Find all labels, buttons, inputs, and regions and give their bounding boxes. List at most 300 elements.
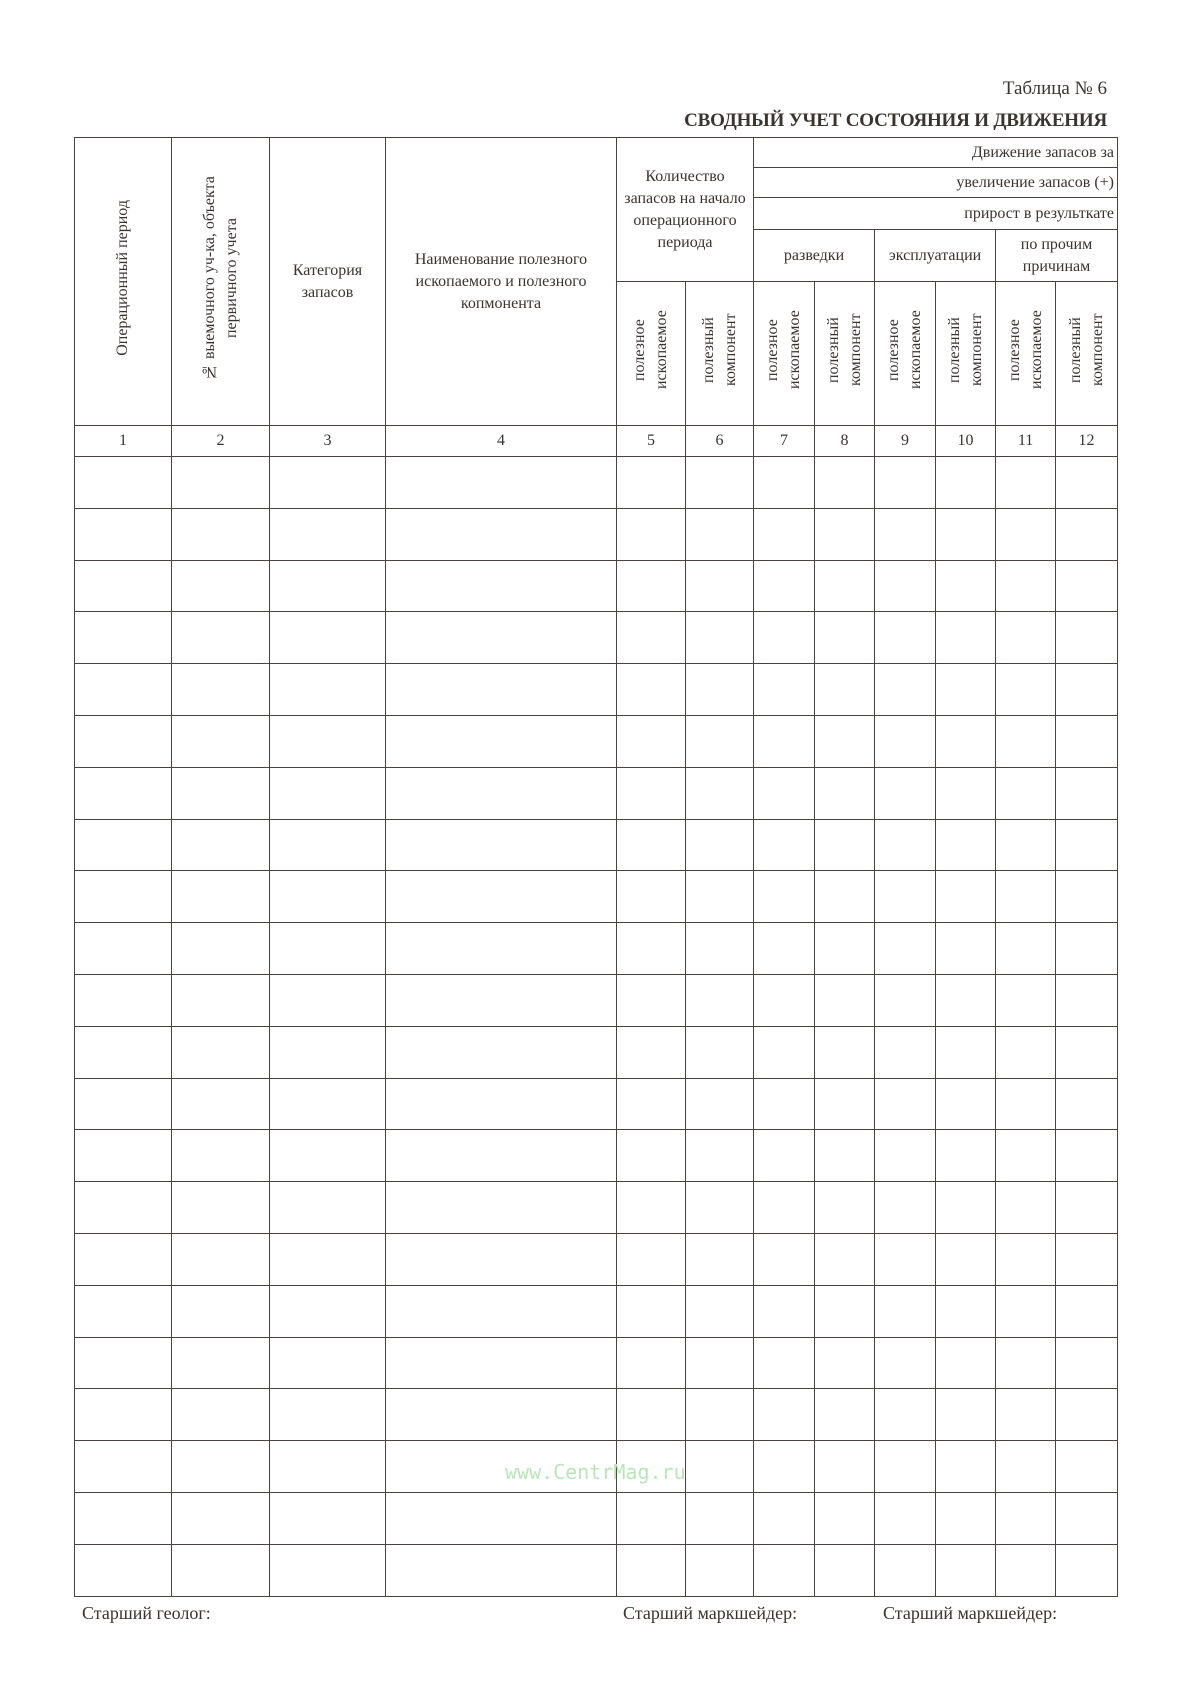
table-cell[interactable] [996,1492,1056,1544]
table-cell[interactable] [270,1492,386,1544]
table-cell[interactable] [617,767,686,819]
table-cell[interactable] [996,871,1056,923]
table-cell[interactable] [75,612,172,664]
table-cell[interactable] [617,923,686,975]
reserves-table [74,137,1118,1597]
table-cell[interactable] [686,560,754,612]
table-cell[interactable] [270,1026,386,1078]
table-cell[interactable] [172,1078,270,1130]
column-number: 1 [75,426,172,457]
table-cell[interactable] [617,715,686,767]
table-cell[interactable] [686,1233,754,1285]
column-number: 12 [1056,426,1118,457]
column-number: 6 [686,426,754,457]
table-cell[interactable] [996,457,1056,509]
table-cell[interactable] [754,1441,815,1493]
table-cell[interactable] [386,819,617,871]
column-number: 11 [996,426,1056,457]
table-cell[interactable] [386,664,617,716]
table-cell[interactable] [617,1130,686,1182]
table-cell[interactable] [617,1233,686,1285]
table-cell[interactable] [617,612,686,664]
table-cell[interactable] [875,457,936,509]
table-cell[interactable] [172,1492,270,1544]
table-cell[interactable] [270,664,386,716]
table-cell[interactable] [172,715,270,767]
table-cell[interactable] [617,1078,686,1130]
table-cell[interactable] [875,1492,936,1544]
table-row [75,871,1118,923]
table-cell[interactable] [75,1233,172,1285]
table-cell[interactable] [270,1441,386,1493]
table-cell[interactable] [996,715,1056,767]
table-cell[interactable] [1056,1078,1118,1130]
table-cell[interactable] [686,1078,754,1130]
table-cell[interactable] [936,767,996,819]
header-operational-period: Операционный период [75,138,172,426]
table-cell[interactable] [996,1182,1056,1234]
table-cell[interactable] [754,715,815,767]
table-cell[interactable] [686,923,754,975]
table-cell[interactable] [1056,923,1118,975]
signature-geologist: Старший геолог: [82,1603,211,1623]
table-cell[interactable] [815,560,875,612]
table-cell[interactable] [270,1544,386,1596]
table-row [75,1233,1118,1285]
table-cell[interactable] [875,1182,936,1234]
table-cell[interactable] [617,664,686,716]
table-cell[interactable] [386,1492,617,1544]
header-component: полезный компонент [815,282,875,426]
header-mineral: полезное ископаемое [996,282,1056,426]
table-cell[interactable] [936,1492,996,1544]
table-cell[interactable] [386,715,617,767]
table-cell[interactable] [172,819,270,871]
table-cell[interactable] [686,1441,754,1493]
table-cell[interactable] [1056,871,1118,923]
table-cell[interactable] [754,1233,815,1285]
table-cell[interactable] [936,1337,996,1389]
table-cell[interactable] [617,871,686,923]
table-cell[interactable] [75,1078,172,1130]
table-cell[interactable] [270,457,386,509]
table-cell[interactable] [172,1182,270,1234]
watermark: www.CentrMag.ru [505,1460,686,1484]
table-cell[interactable] [75,871,172,923]
table-cell[interactable] [270,1078,386,1130]
table-cell[interactable] [875,1441,936,1493]
table-cell[interactable] [172,664,270,716]
table-cell[interactable] [875,508,936,560]
header-component: полезный компонент [1056,282,1118,426]
table-cell[interactable] [875,767,936,819]
table-cell[interactable] [686,1130,754,1182]
table-cell[interactable] [815,457,875,509]
table-cell[interactable] [1056,819,1118,871]
table-cell[interactable] [815,508,875,560]
table-cell[interactable] [270,819,386,871]
table-cell[interactable] [1056,1492,1118,1544]
page-title: СВОДНЫЙ УЧЕТ СОСТОЯНИЯ И ДВИЖЕНИЯ [684,110,1107,131]
table-cell[interactable] [386,974,617,1026]
table-cell[interactable] [875,1026,936,1078]
table-row [75,1285,1118,1337]
column-number: 7 [754,426,815,457]
table-cell[interactable] [386,560,617,612]
table-cell[interactable] [386,612,617,664]
table-cell[interactable] [270,1389,386,1441]
table-cell[interactable] [270,560,386,612]
table-cell[interactable] [815,1441,875,1493]
table-cell[interactable] [996,1078,1056,1130]
table-cell[interactable] [386,1130,617,1182]
table-cell[interactable] [754,974,815,1026]
table-row [75,974,1118,1026]
table-cell[interactable] [996,1285,1056,1337]
table-row [75,664,1118,716]
table-cell[interactable] [75,1441,172,1493]
table-row [75,1026,1118,1078]
table-cell[interactable] [617,1182,686,1234]
table-cell[interactable] [754,1544,815,1596]
header-section-number: № выемочного уч-ка, объекта первичного учета [172,138,270,426]
table-cell[interactable] [1056,457,1118,509]
table-cell[interactable] [1056,1130,1118,1182]
table-cell[interactable] [686,974,754,1026]
table-cell[interactable] [386,871,617,923]
table-cell[interactable] [386,1078,617,1130]
table-cell[interactable] [75,923,172,975]
table-cell[interactable] [754,1026,815,1078]
table-cell[interactable] [75,1544,172,1596]
table-cell[interactable] [75,1285,172,1337]
table-cell[interactable] [875,664,936,716]
table-cell[interactable] [996,612,1056,664]
table-cell[interactable] [686,1337,754,1389]
table-cell[interactable] [686,1026,754,1078]
table-cell[interactable] [936,1078,996,1130]
table-cell[interactable] [1056,1026,1118,1078]
table-cell[interactable] [75,1337,172,1389]
table-cell[interactable] [172,1389,270,1441]
table-cell[interactable] [875,1078,936,1130]
table-cell[interactable] [172,1233,270,1285]
table-row [75,819,1118,871]
table-cell[interactable] [754,1389,815,1441]
table-cell[interactable] [617,508,686,560]
table-cell[interactable] [1056,1182,1118,1234]
table-cell[interactable] [754,923,815,975]
table-row [75,1492,1118,1544]
table-cell[interactable] [815,1389,875,1441]
table-cell[interactable] [686,457,754,509]
table-cell[interactable] [936,508,996,560]
table-cell[interactable] [936,1544,996,1596]
table-cell[interactable] [386,1233,617,1285]
table-cell[interactable] [1056,1544,1118,1596]
table-cell[interactable] [617,1285,686,1337]
table-cell[interactable] [686,612,754,664]
table-cell[interactable] [686,1544,754,1596]
table-cell[interactable] [75,508,172,560]
table-cell[interactable] [815,923,875,975]
table-cell[interactable] [686,1389,754,1441]
table-cell[interactable] [996,1544,1056,1596]
table-cell[interactable] [875,612,936,664]
table-cell[interactable] [617,1026,686,1078]
table-cell[interactable] [270,871,386,923]
table-cell[interactable] [815,1337,875,1389]
table-cell[interactable] [172,1544,270,1596]
table-cell[interactable] [270,1182,386,1234]
table-cell[interactable] [270,508,386,560]
table-cell[interactable] [875,1130,936,1182]
table-cell[interactable] [754,560,815,612]
table-cell[interactable] [815,767,875,819]
table-cell[interactable] [75,1026,172,1078]
table-cell[interactable] [936,560,996,612]
table-cell[interactable] [936,923,996,975]
table-row [75,508,1118,560]
table-cell[interactable] [1056,1233,1118,1285]
table-cell[interactable] [815,1026,875,1078]
table-cell[interactable] [386,1337,617,1389]
table-cell[interactable] [172,1441,270,1493]
table-cell[interactable] [936,457,996,509]
table-cell[interactable] [617,974,686,1026]
table-cell[interactable] [875,715,936,767]
table-cell[interactable] [996,1389,1056,1441]
table-cell[interactable] [754,1285,815,1337]
table-cell[interactable] [996,664,1056,716]
table-cell[interactable] [75,1130,172,1182]
table-cell[interactable] [1056,560,1118,612]
table-cell[interactable] [270,1130,386,1182]
table-cell[interactable] [686,1492,754,1544]
table-row [75,1182,1118,1234]
table-cell[interactable] [75,1182,172,1234]
table-cell[interactable] [754,819,815,871]
table-cell[interactable] [75,1389,172,1441]
column-number: 8 [815,426,875,457]
header-exploration: разведки [754,230,875,282]
table-cell[interactable] [875,923,936,975]
table-row [75,923,1118,975]
column-number: 4 [386,426,617,457]
column-number: 3 [270,426,386,457]
table-cell[interactable] [815,1182,875,1234]
table-cell[interactable] [936,871,996,923]
table-cell[interactable] [996,1337,1056,1389]
table-cell[interactable] [270,923,386,975]
table-cell[interactable] [936,664,996,716]
table-cell[interactable] [386,1026,617,1078]
table-cell[interactable] [686,819,754,871]
table-cell[interactable] [815,1544,875,1596]
table-cell[interactable] [75,560,172,612]
table-cell[interactable] [386,1389,617,1441]
table-cell[interactable] [996,1026,1056,1078]
table-cell[interactable] [270,715,386,767]
table-cell[interactable] [617,457,686,509]
table-cell[interactable] [754,612,815,664]
table-cell[interactable] [815,819,875,871]
table-cell[interactable] [875,819,936,871]
table-cell[interactable] [686,1182,754,1234]
table-cell[interactable] [75,767,172,819]
table-cell[interactable] [875,1544,936,1596]
header-exploitation: эксплуатации [875,230,996,282]
table-cell[interactable] [1056,664,1118,716]
table-cell[interactable] [386,1285,617,1337]
table-cell[interactable] [815,871,875,923]
table-cell[interactable] [815,715,875,767]
table-cell[interactable] [815,1130,875,1182]
table-cell[interactable] [1056,1441,1118,1493]
table-cell[interactable] [815,974,875,1026]
table-cell[interactable] [75,664,172,716]
table-cell[interactable] [1056,1285,1118,1337]
table-cell[interactable] [936,612,996,664]
table-cell[interactable] [754,1182,815,1234]
table-cell[interactable] [386,1544,617,1596]
table-cell[interactable] [172,560,270,612]
table-cell[interactable] [815,1233,875,1285]
table-cell[interactable] [815,664,875,716]
table-cell[interactable] [75,974,172,1026]
header-mineral: полезное ископаемое [617,282,686,426]
table-cell[interactable] [617,1389,686,1441]
table-row [75,1544,1118,1596]
table-cell[interactable] [172,767,270,819]
table-cell[interactable] [875,560,936,612]
table-cell[interactable] [936,1285,996,1337]
table-cell[interactable] [875,974,936,1026]
table-cell[interactable] [936,819,996,871]
table-cell[interactable] [815,1285,875,1337]
header-initial-reserves: Количество запасов на начало операционного периода [617,138,754,282]
table-cell[interactable] [686,508,754,560]
table-cell[interactable] [815,612,875,664]
table-cell[interactable] [617,1544,686,1596]
table-cell[interactable] [617,1492,686,1544]
table-cell[interactable] [815,1492,875,1544]
table-cell[interactable] [75,457,172,509]
table-cell[interactable] [936,1182,996,1234]
table-cell[interactable] [75,1492,172,1544]
table-cell[interactable] [686,715,754,767]
header-component: полезный компонент [936,282,996,426]
table-cell[interactable] [172,1130,270,1182]
table-cell[interactable] [996,560,1056,612]
table-cell[interactable] [686,871,754,923]
table-cell[interactable] [936,1389,996,1441]
table-cell[interactable] [996,923,1056,975]
table-cell[interactable] [936,715,996,767]
header-reserve-category: Категория запасов [270,138,386,426]
table-cell[interactable] [875,1285,936,1337]
table-cell[interactable] [996,508,1056,560]
table-cell[interactable] [172,508,270,560]
table-cell[interactable] [815,1078,875,1130]
table-cell[interactable] [270,767,386,819]
table-cell[interactable] [270,1233,386,1285]
table-cell[interactable] [172,1285,270,1337]
table-cell[interactable] [754,1337,815,1389]
table-cell[interactable] [936,1441,996,1493]
table-cell[interactable] [936,974,996,1026]
table-cell[interactable] [172,612,270,664]
table-cell[interactable] [172,457,270,509]
table-cell[interactable] [996,1441,1056,1493]
table-cell[interactable] [386,508,617,560]
table-cell[interactable] [617,819,686,871]
table-cell[interactable] [754,664,815,716]
table-cell[interactable] [686,767,754,819]
table-row [75,457,1118,509]
table-cell[interactable] [617,1337,686,1389]
table-cell[interactable] [875,1337,936,1389]
table-cell[interactable] [1056,612,1118,664]
table-cell[interactable] [172,1026,270,1078]
table-cell[interactable] [1056,1337,1118,1389]
table-cell[interactable] [996,819,1056,871]
table-cell[interactable] [386,457,617,509]
table-cell[interactable] [936,1026,996,1078]
table-cell[interactable] [172,871,270,923]
table-cell[interactable] [386,923,617,975]
table-cell[interactable] [386,1182,617,1234]
table-cell[interactable] [386,767,617,819]
table-cell[interactable] [270,612,386,664]
table-cell[interactable] [754,871,815,923]
table-cell[interactable] [75,715,172,767]
table-cell[interactable] [686,664,754,716]
table-cell[interactable] [936,1130,996,1182]
table-cell[interactable] [754,457,815,509]
header-component: полезный компонент [686,282,754,426]
table-cell[interactable] [754,1492,815,1544]
table-cell[interactable] [270,1337,386,1389]
table-cell[interactable] [754,767,815,819]
table-cell[interactable] [1056,974,1118,1026]
table-cell[interactable] [1056,1389,1118,1441]
table-cell[interactable] [172,1337,270,1389]
table-cell[interactable] [75,819,172,871]
table-cell[interactable] [875,1233,936,1285]
table-cell[interactable] [172,974,270,1026]
table-cell[interactable] [875,1389,936,1441]
table-cell[interactable] [875,871,936,923]
table-cell[interactable] [754,1078,815,1130]
table-cell[interactable] [996,1233,1056,1285]
table-cell[interactable] [172,923,270,975]
table-cell[interactable] [686,1285,754,1337]
table-cell[interactable] [617,560,686,612]
table-cell[interactable] [1056,767,1118,819]
table-cell[interactable] [754,508,815,560]
table-cell[interactable] [1056,508,1118,560]
table-cell[interactable] [754,1130,815,1182]
table-row [75,560,1118,612]
table-cell[interactable] [996,767,1056,819]
table-cell[interactable] [996,974,1056,1026]
table-cell[interactable] [270,974,386,1026]
table-cell[interactable] [270,1285,386,1337]
table-cell[interactable] [996,1130,1056,1182]
table-cell[interactable] [1056,715,1118,767]
table-cell[interactable] [936,1233,996,1285]
